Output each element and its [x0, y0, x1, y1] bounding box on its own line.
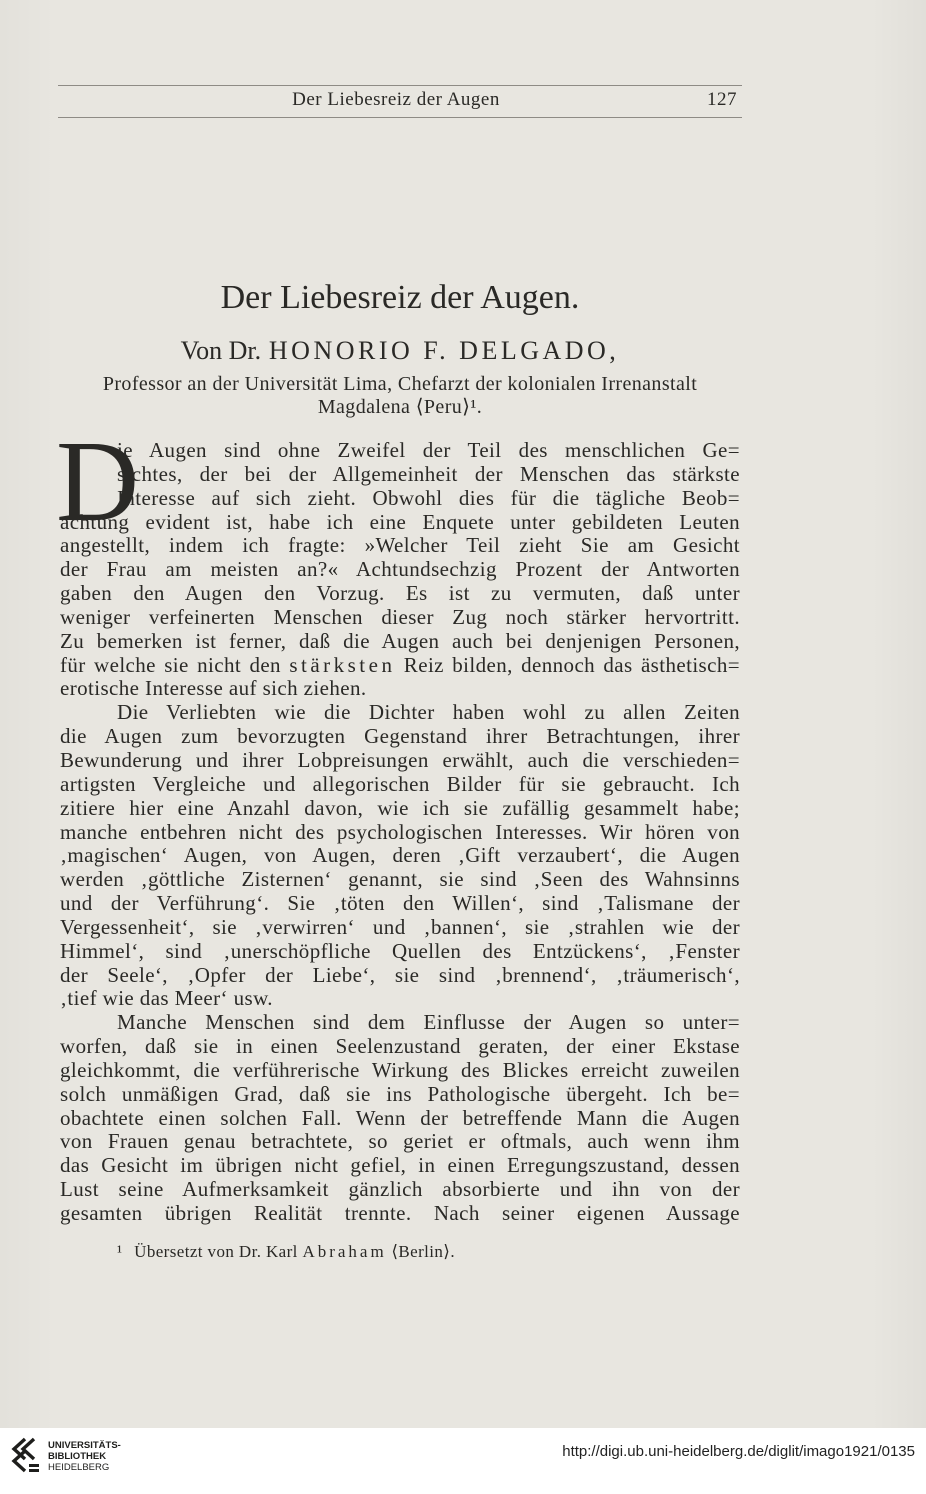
text-line: die Augen zum bevorzugten Gegenstand ihrer Betrachtungen, ihrer [60, 724, 740, 749]
text-line: der Frau am meisten an?« Achtundsechzig Prozent der Antworten [60, 557, 740, 582]
text-line: Zu bemerken ist ferner, daß die Augen auch bei denjenigen Personen, [60, 628, 740, 653]
logo-wordmark [48, 1440, 121, 1473]
text-line: erotische Interesse auf sich ziehen. [60, 676, 367, 701]
text-line: Vergessenheit‘, sie ‚verwirren‘ und ‚bannen‘, sie ‚strahlen wie der [60, 914, 740, 939]
logo-text-line: HEIDELBERG [48, 1462, 110, 1473]
text-line: der Seele‘, ‚Opfer der Liebe‘, sie sind ‚brennend‘, ‚träumerisch‘, [60, 962, 740, 987]
text-line: artigsten Vergleiche und allegorischen Bilder für sie gebraucht. Ich [60, 771, 740, 796]
text-line: manche entbehren nicht des psychologischen Interesses. Wir hören von [60, 819, 740, 844]
text-line: sichtes, der bei der Allgemeinheit der Menschen das stärkste [117, 461, 740, 486]
author-name: HONORIO F. DELGADO, [268, 336, 620, 365]
header-rule-top [58, 85, 742, 86]
text-line: weniger verfeinerten Menschen dieser Zug noch stärker hervortritt. [60, 604, 740, 629]
page-number: 127 [707, 89, 737, 110]
source-url: http://digi.ub.uni-heidelberg.de/diglit/imago1921/0135 [562, 1443, 915, 1460]
paragraph [60, 1011, 740, 1226]
text-line: ‚magischen‘ Augen, von Augen, deren ‚Gift verzaubert‘, die Augen [60, 843, 740, 868]
text-line: Himmel‘, sind ‚unerschöpfliche Quellen des Entzückens‘, ‚Fenster [60, 938, 740, 963]
text-line: angestellt, indem ich fragte: »Welcher Teil zieht Sie am Gesicht [60, 533, 740, 558]
footnote-marker: ¹ [117, 1242, 123, 1261]
author-line [60, 336, 740, 366]
text-line: Interesse auf sich zieht. Obwohl dies für die tägliche Beob= [117, 485, 740, 510]
library-logo [10, 1437, 150, 1477]
paragraph [60, 701, 740, 1011]
text-run: Reiz bilden, dennoch das ästhetisch= [395, 652, 740, 677]
running-title: Der Liebesreiz der Augen [292, 89, 500, 110]
header-rule-bottom [58, 117, 742, 118]
text-line: obachtete einen solchen Fall. Wenn der betreffende Mann die Augen [60, 1105, 740, 1130]
paragraph [60, 439, 740, 701]
author-prefix: Von Dr. [180, 336, 262, 365]
text-run: für welche sie nicht den [60, 652, 290, 677]
text-line: werden ‚göttliche Zisternen‘ genannt, sie sind ‚Seen des Wahnsinns [60, 867, 740, 892]
ub-heidelberg-logo-icon [10, 1437, 42, 1475]
letterspaced-word: Abraham [302, 1242, 387, 1261]
text-line: das Gesicht im übrigen nicht gefiel, in einen Erregungszustand, dessen [60, 1153, 740, 1178]
drop-cap: D [56, 418, 140, 545]
affiliation-line: Magdalena ⟨Peru⟩¹. [317, 396, 483, 418]
footnote [117, 1242, 455, 1262]
body-text [56, 418, 740, 1226]
text-line: worfen, daß sie in einen Seelenzustand geraten, der einer Ekstase [60, 1034, 740, 1059]
affiliation-line: Professor an der Universität Lima, Chefarzt der kolonialen Irrenanstalt [102, 373, 698, 395]
text-line: Die Verliebten wie die Dichter haben wohl zu allen Zeiten [117, 700, 740, 725]
text-line: ie Augen sind ohne Zweifel der Teil des menschlichen Ge= [117, 438, 740, 462]
article-title: Der Liebesreiz der Augen. [220, 279, 580, 316]
text-line: achtung evident ist, habe ich eine Enquete unter gebildeten Leuten [60, 509, 740, 534]
text-run: Übersetzt von Dr. Karl [134, 1242, 303, 1261]
text-line: Lust seine Aufmerksamkeit gänzlich absorbierte und ihn von der [60, 1177, 740, 1202]
text-line: gleichkommt, die verführerische Wirkung des Blickes erreicht zuweilen [60, 1057, 740, 1082]
text-line: zitiere hier eine Anzahl davon, wie ich sie zufällig gesammelt habe; [60, 795, 740, 820]
logo-text-line: UNIVERSITÄTS- [48, 1440, 121, 1451]
letterspaced-word: stärksten [289, 652, 396, 677]
text-line: Bewunderung und ihrer Lobpreisungen erwählt, auch die verschieden= [60, 747, 740, 772]
text-line: von Frauen genau betrachtete, so geriet er oftmals, auch wenn ihm [60, 1129, 740, 1154]
logo-text-line: BIBLIOTHEK [48, 1451, 107, 1462]
text-line: und der Verführung‘. Sie ‚töten den Willen‘, sind ‚Talismane der [60, 891, 740, 916]
text-line: solch unmäßigen Grad, daß sie ins Pathologische übergeht. Ich be= [60, 1081, 740, 1106]
text-line: Manche Menschen sind dem Einflusse der Augen so unter= [117, 1010, 740, 1035]
text-line: gaben den Augen den Vorzug. Es ist zu vermuten, daß unter [60, 581, 740, 606]
text-run: ⟨Berlin⟩. [386, 1242, 455, 1261]
text-line: gesamten übrigen Realität trennte. Nach seiner eigenen Aussage [60, 1201, 740, 1225]
text-line [60, 654, 740, 678]
text-line: ‚tief wie das Meer‘ usw. [60, 986, 273, 1011]
